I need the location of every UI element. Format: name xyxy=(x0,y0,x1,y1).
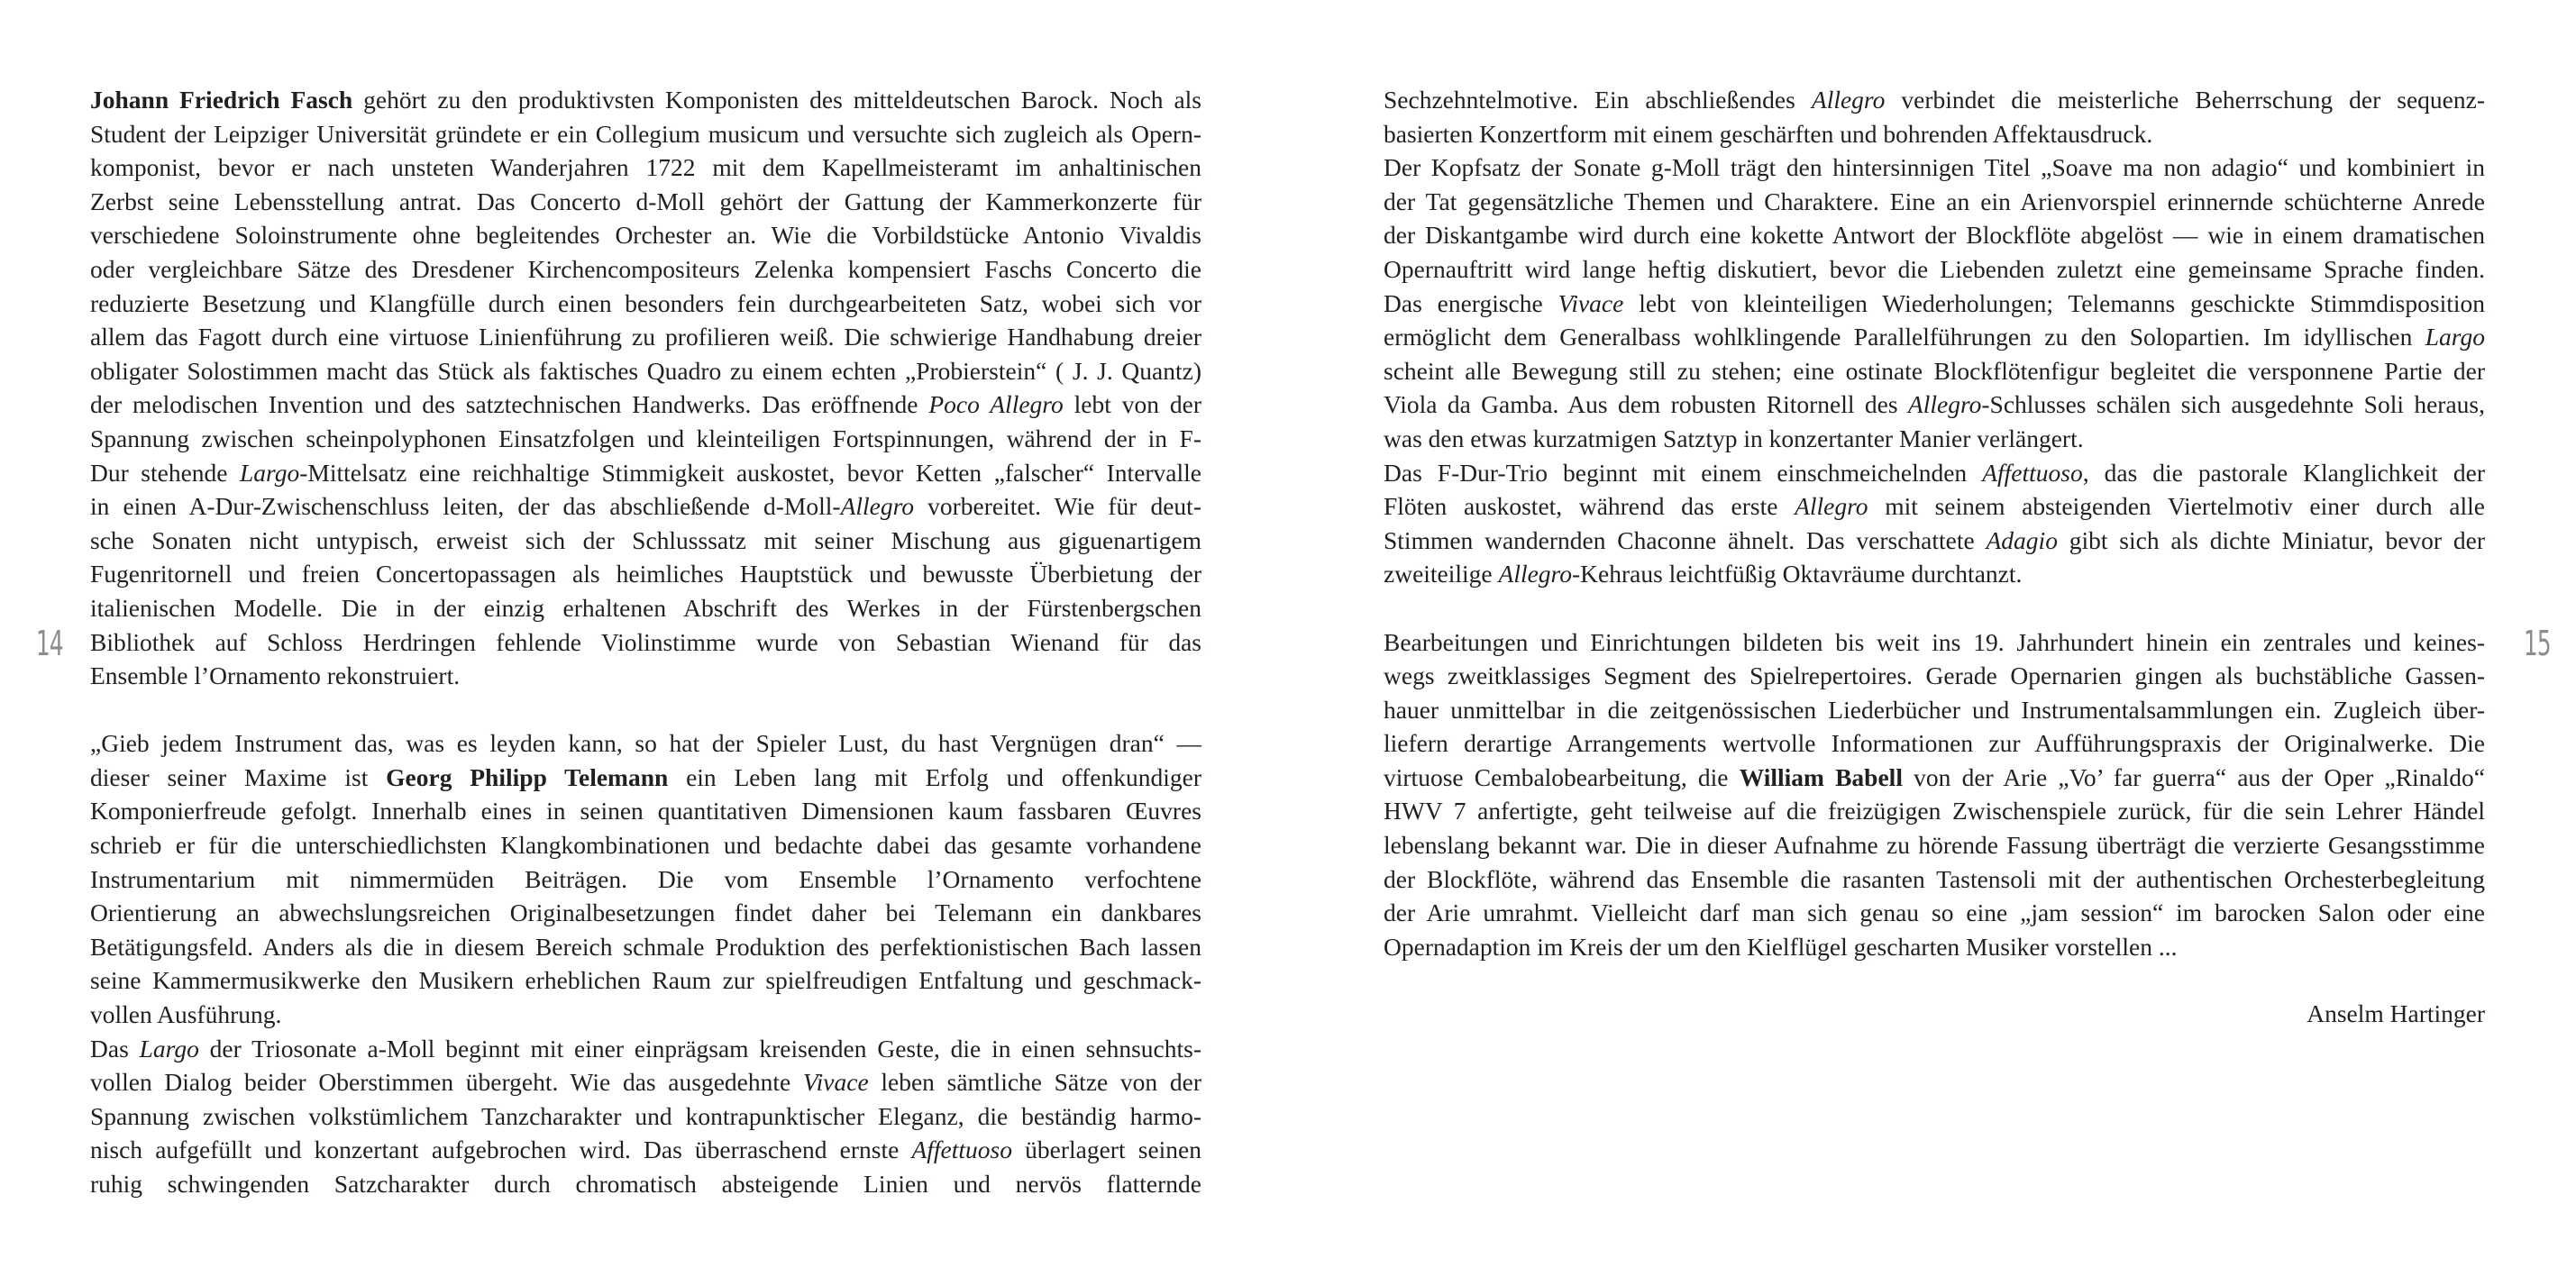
text-segment: verschiedene Soloinstrumente ohne begleitendes Orchester an. Wie die Vorbildstücke Antonio Vivaldis xyxy=(90,221,1201,250)
text-line xyxy=(90,185,1201,219)
paragraph xyxy=(90,1032,1201,1201)
paragraph xyxy=(90,726,1201,1031)
italic-term: Adagio xyxy=(1986,525,2058,554)
text-segment: allem das Fagott durch eine virtuose Linienführung zu profilieren weiß. Die schwierige Handhabung dreier xyxy=(90,323,1201,351)
text-line xyxy=(90,963,1201,998)
text-line xyxy=(90,524,1201,558)
text-segment: ein Leben lang mit Erfolg und offenkundiger xyxy=(668,762,1201,791)
italic-term: Largo xyxy=(139,1034,199,1063)
text-segment: obligater Solostimmen macht das Stück als faktisches Quadro zu einem echten „Probierstein“ ( J. J. Quantz) xyxy=(90,356,1201,385)
text-line xyxy=(90,287,1201,321)
text-segment: der melodischen Invention und des satztechnischen Handwerks. Das eröffnende xyxy=(90,390,929,419)
text-segment: leben sämtliche Sätze von der xyxy=(868,1068,1201,1097)
text-segment: lebenslang bekannt war. Die in dieser Aufnahme zu hörende Fassung überträgt die verzierte Gesangsstimme xyxy=(1384,831,2485,860)
text-line xyxy=(1384,422,2485,456)
text-segment: der Blockflöte, während das Ensemble die rasanten Tastensoli mit der authentischen Orchesterbegleitung xyxy=(1384,864,2485,893)
text-segment: von der Arie „Vo’ far guerra“ aus der Oper „Rinaldo“ xyxy=(1902,762,2485,791)
text-segment: hauer unmittelbar in die zeitgenössischen Liederbücher und Instrumentalsammlungen ein. Zugleich über- xyxy=(1384,695,2485,724)
text-line xyxy=(90,83,1201,117)
text-segment: komponist, bevor er nach unsteten Wanderjahren 1722 mit dem Kapellmeisteramt im anhaltinischen xyxy=(90,153,1201,182)
text-segment: Spannung zwischen volkstümlichem Tanzcharakter und kontrapunktischer Eleganz, die beständig harmo- xyxy=(90,1101,1201,1130)
text-segment: nisch aufgefüllt und konzertant aufgebrochen wird. Das überraschend ernste xyxy=(90,1136,912,1164)
text-segment: zweiteilige xyxy=(1384,560,1499,588)
text-segment: mit seinem absteigenden Viertelmotiv einer durch alle xyxy=(1868,492,2485,521)
text-segment: Das energische xyxy=(1384,288,1558,317)
text-segment: Bibliothek auf Schloss Herdringen fehlende Violinstimme wurde von Sebastian Wienand für das xyxy=(90,627,1201,656)
text-line xyxy=(90,828,1201,862)
text-segment: Fugenritornell und freien Concertopassagen als heimliches Hauptstück und bewusste Überbietung der xyxy=(90,560,1201,588)
text-segment: was den etwas kurzatmigen Satztyp in konzertanter Manier verlängert. xyxy=(1384,424,2084,452)
text-line xyxy=(1384,693,2485,727)
paragraph xyxy=(1384,625,2485,964)
text-line xyxy=(1384,862,2485,897)
paragraph xyxy=(90,83,1201,693)
text-segment: schrieb er für die unterschiedlichsten Klangkombinationen und bedachte dabei das gesamte vorhandene xyxy=(90,831,1201,860)
text-line xyxy=(1384,185,2485,219)
page-number-left: 14 xyxy=(36,624,63,663)
text-line xyxy=(1384,252,2485,287)
text-line xyxy=(90,557,1201,591)
italic-term: Vivace xyxy=(1557,288,1624,317)
text-line xyxy=(1384,557,2485,591)
text-line xyxy=(90,726,1201,761)
text-segment: Bearbeitungen und Einrichtungen bildeten bis weit ins 19. Jahrhundert hinein ein zentrales und keines- xyxy=(1384,627,2485,656)
text-segment: „Gieb jedem Instrument das, was es leyden kann, so hat der Spieler Lust, du hast Vergnügen dran“ — xyxy=(90,729,1201,758)
italic-term: Affettuoso xyxy=(1982,458,2083,487)
text-line xyxy=(1384,456,2485,490)
text-line xyxy=(90,151,1201,185)
italic-term: Allegro xyxy=(1811,86,1886,114)
text-segment: Orientierung an abwechslungsreichen Originalbesetzungen findet daher bei Telemann ein dankbares xyxy=(90,898,1201,927)
text-line xyxy=(90,896,1201,930)
text-segment: Spannung zwischen scheinpolyphonen Einsatzfolgen und kleinteiligen Fortspinnungen, während der in F- xyxy=(90,424,1201,452)
text-line xyxy=(90,930,1201,964)
text-line xyxy=(1384,151,2485,185)
text-line xyxy=(1384,354,2485,388)
text-line xyxy=(90,320,1201,354)
text-segment: vorbereitet. Wie für deut- xyxy=(914,492,1201,521)
text-segment: Opernauftritt wird lange heftig diskutiert, bevor die Liebenden zuletzt eine gemeinsame Sprache finden. xyxy=(1384,254,2485,283)
text-segment: italienischen Modelle. Die in der einzig erhaltenen Abschrift des Werkes in der Fürstenbergschen xyxy=(90,593,1201,622)
text-line xyxy=(1384,388,2485,422)
text-segment: ruhig schwingenden Satzcharakter durch chromatisch absteigende Linien und nervös flatternde xyxy=(90,1170,1201,1198)
author-signature: Anselm Hartinger xyxy=(2307,999,2485,1027)
text-line xyxy=(1384,726,2485,761)
text-segment: Ensemble l’Ornamento rekonstruiert. xyxy=(90,661,461,690)
text-segment: Das xyxy=(90,1034,140,1063)
text-line xyxy=(1384,83,2485,117)
text-line xyxy=(90,388,1201,422)
text-line xyxy=(90,794,1201,828)
text-segment: basierten Konzertform mit einem geschärften und bohrenden Affektausdruck. xyxy=(1384,119,2153,148)
text-segment: Zerbst seine Lebensstellung antrat. Das Concerto d-Moll gehört der Gattung der Kammerkonzerte für xyxy=(90,187,1201,215)
text-line xyxy=(1384,489,2485,524)
text-segment: Opernadaption im Kreis der um den Kielflügel gescharten Musiker vorstellen ... xyxy=(1384,932,2178,961)
text-segment: wegs zweitklassiges Segment des Spielrepertoires. Gerade Opernarien gingen als buchstäbliche Gassen- xyxy=(1384,661,2485,690)
text-segment: lebt von der xyxy=(1063,390,1201,419)
text-line xyxy=(1384,625,2485,660)
paragraph xyxy=(1384,456,2485,591)
text-segment: Student der Leipziger Universität gründete er ein Collegium musicum und versuchte sich zugleich als Opern- xyxy=(90,119,1201,148)
text-segment: Dur stehende xyxy=(90,458,241,487)
text-segment: Instrumentarium mit nimmermüden Beiträgen. Die vom Ensemble l’Ornamento verfochtene xyxy=(90,864,1201,893)
text-line xyxy=(90,354,1201,388)
page-number-right: 15 xyxy=(2524,624,2551,663)
text-line xyxy=(90,1065,1201,1099)
text-line xyxy=(90,591,1201,625)
text-segment: Stimmen wandernden Chaconne ähnelt. Das verschattete xyxy=(1384,525,1987,554)
text-segment: Betätigungsfeld. Anders als die in diesem Bereich schmale Produktion des perfektionistischen Bach lassen xyxy=(90,932,1201,961)
text-line xyxy=(1384,218,2485,252)
text-line xyxy=(90,456,1201,490)
text-line xyxy=(90,625,1201,660)
text-segment: der Tat gegensätzliche Themen und Charaktere. Eine an ein Arienvorspiel erinnernde schüchterne Anrede xyxy=(1384,187,2485,215)
paragraph xyxy=(1384,151,2485,455)
text-segment: überlagert seinen xyxy=(1012,1136,1201,1164)
text-line xyxy=(90,761,1201,795)
italic-term: Largo xyxy=(2425,323,2485,351)
text-line xyxy=(90,1167,1201,1201)
text-line xyxy=(90,117,1201,151)
text-segment: -Kehraus leichtfüßig Oktavräume durchtanzt. xyxy=(1571,560,2023,588)
text-segment: seine Kammermusikwerke den Musikern erheblichen Raum zur spielfreudigen Entfaltung und geschmack- xyxy=(90,966,1201,995)
text-line xyxy=(1384,761,2485,795)
text-segment: -Mittelsatz eine reichhaltige Stimmigkeit auskostet, bevor Ketten „falscher“ Intervalle xyxy=(299,458,1201,487)
text-segment: verbindet die meisterliche Beherrschung der sequenz- xyxy=(1885,86,2485,114)
italic-term: Vivace xyxy=(802,1068,869,1097)
paragraph-gap xyxy=(1384,591,2485,625)
text-segment: Viola da Gamba. Aus dem robusten Ritornell des xyxy=(1384,390,1908,419)
text-line xyxy=(90,862,1201,897)
left-column xyxy=(90,83,1201,1201)
text-line xyxy=(1384,828,2485,862)
text-segment: liefern derartige Arrangements wertvolle Informationen zur Aufführungspraxis der Originalwerke. Die xyxy=(1384,729,2485,758)
text-segment: in einen A-Dur-Zwischenschluss leiten, der das abschließende d-Moll- xyxy=(90,492,841,521)
italic-term: Poco Allegro xyxy=(928,390,1064,419)
text-line xyxy=(1384,659,2485,693)
bold-name: William Babell xyxy=(1739,762,1903,791)
text-segment: ermöglicht dem Generalbass wohlklingende Parallelführungen zu den Solopartien. Im idyllischen xyxy=(1384,323,2425,351)
right-column xyxy=(1384,83,2485,963)
text-segment: Der Kopfsatz der Sonate g-Moll trägt den hintersinnigen Titel „Soave ma non adagio“ und kombiniert in xyxy=(1384,153,2485,182)
italic-term: Allegro xyxy=(1498,560,1572,588)
text-segment: vollen Dialog beider Oberstimmen übergeht. Wie das ausgedehnte xyxy=(90,1068,803,1097)
text-line xyxy=(90,1032,1201,1066)
text-line xyxy=(1384,896,2485,930)
text-line xyxy=(1384,287,2485,321)
text-segment: dieser seiner Maxime ist xyxy=(90,762,387,791)
text-segment: Komponierfreude gefolgt. Innerhalb eines in seinen quantitativen Dimensionen kaum fassbaren Œuvres xyxy=(90,797,1201,825)
text-line xyxy=(1384,794,2485,828)
italic-term: Affettuoso xyxy=(911,1136,1012,1164)
text-line xyxy=(90,489,1201,524)
text-segment: gibt sich als dichte Miniatur, bevor der xyxy=(2057,525,2485,554)
text-line xyxy=(90,252,1201,287)
text-segment: HWV 7 anfertigte, geht teilweise auf die freizügigen Zwischenspiele zurück, für die sein Lehrer Händel xyxy=(1384,797,2485,825)
text-segment: der Diskantgambe wird durch eine kokette Antwort der Blockflöte abgelöst — wie in einem dramatischen xyxy=(1384,221,2485,250)
text-segment: reduzierte Besetzung und Klangfülle durch einen besonders fein durchgearbeiteten Satz, wobei sich vor xyxy=(90,288,1201,317)
text-segment: Sechzehntelmotive. Ein abschließendes xyxy=(1384,86,1812,114)
text-segment: oder vergleichbare Sätze des Dresdener Kirchencompositeurs Zelenka kompensiert Faschs Concerto die xyxy=(90,254,1201,283)
paragraph-gap xyxy=(90,693,1201,727)
text-segment: virtuose Cembalobearbeitung, die xyxy=(1384,762,1740,791)
text-segment: gehört zu den produktivsten Komponisten des mitteldeutschen Barock. Noch als xyxy=(352,86,1201,114)
text-segment: -Schlusses schälen sich ausgedehnte Soli heraus, xyxy=(1981,390,2485,419)
bold-name: Georg Philipp Telemann xyxy=(386,762,669,791)
paragraph xyxy=(1384,83,2485,151)
text-line xyxy=(90,218,1201,252)
text-line xyxy=(1384,524,2485,558)
italic-term: Allegro xyxy=(1795,492,1868,521)
text-segment: Flöten auskostet, während das erste xyxy=(1384,492,1795,521)
text-line xyxy=(1384,117,2485,151)
text-line xyxy=(1384,930,2485,964)
italic-term: Largo xyxy=(240,458,300,487)
text-segment: , das die pastorale Klanglichkeit der xyxy=(2082,458,2485,487)
text-segment: sche Sonaten nicht untypisch, erweist sich der Schlusssatz mit seiner Mischung aus giguenartigem xyxy=(90,525,1201,554)
text-line xyxy=(90,1133,1201,1167)
text-segment: der Triosonate a-Moll beginnt mit einer einprägsam kreisenden Geste, die in einen sehnsuchts- xyxy=(198,1034,1201,1063)
text-line xyxy=(90,1099,1201,1134)
text-segment: vollen Ausführung. xyxy=(90,1000,282,1029)
text-segment: lebt von kleinteiligen Wiederholungen; Telemanns geschickte Stimmdisposition xyxy=(1623,288,2486,317)
text-segment: scheint alle Bewegung still zu stehen; eine ostinate Blockflötenfigur begleitet die versponnene Partie der xyxy=(1384,356,2485,385)
italic-term: Allegro xyxy=(840,492,915,521)
text-segment: Das F-Dur-Trio beginnt mit einem einschmeichelnden xyxy=(1384,458,1983,487)
text-line xyxy=(1384,320,2485,354)
bold-name: Johann Friedrich Fasch xyxy=(90,86,353,114)
text-segment: der Arie umrahmt. Vielleicht darf man sich genau so eine „jam session“ im barocken Salon oder eine xyxy=(1384,898,2485,927)
text-line xyxy=(90,998,1201,1032)
italic-term: Allegro xyxy=(1907,390,1982,419)
text-line xyxy=(90,659,1201,693)
text-line xyxy=(90,422,1201,456)
